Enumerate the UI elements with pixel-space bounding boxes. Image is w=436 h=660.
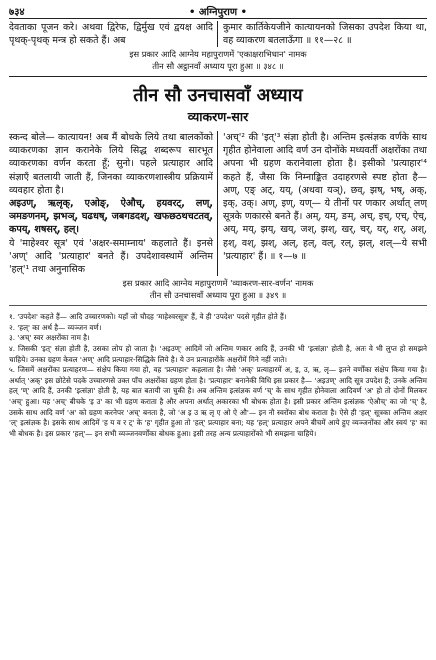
footnote-rule bbox=[9, 305, 427, 306]
top-left-text: देवताका पूजन करे। अथवा द्विरेफ, द्विर्मुख एवं द्वयक्ष आदि पृथक्-पृथक् मन्त्र हो सकते हैं। अब bbox=[9, 21, 218, 47]
footnote-5: ५. जिसमें अक्षरोंका प्रत्याहरण— संक्षेप किया गया हो, वह 'प्रत्याहार' कहलाता है। जैसे 'अक्' प्रत्याहारमें अ, इ, उ, ऋ, लृ— इतने वर्णोंका संक्षेप किया गया है। अर्थात् 'अक्' इस छोटेसे पदके उच्चारणसे उक्त पाँच अक्षरोंका ग्रहण होता है। 'प्रत्याहार' बनानेकी विधि इस प्रकार है— 'अइउण्' आदि सूत्र उपदेश हैं; उनके अन्तिम हल् 'ण्' आदि हैं, उनकी 'इत्संज्ञा' होती है, यह बात बतायी जा चुकी है। अब अन्तिम इत्संज्ञक वर्ण 'च्' के साथ गृहीत होनेवाला आदिवर्ण 'अ' हो तो दोनों मिलकर 'अच्' हुआ। यह 'अच्' बीचके 'इ उ' का भी ग्रहण कराता है और अपना अर्थात् अकारका भी बोधक होता है। इसी प्रकार अन्तिम इत्संज्ञक 'ऐऔच्' का जो 'च्' है, उसके साथ आदि वर्ण 'अ' को ग्रहण करनेपर 'अच्' बनता है, जो 'अ इ उ ऋ लृ ए ओ ऐ औ'— इन नौ स्वरोंका बोध कराता है। ऐसे ही 'हल्' सूत्रका अन्तिम अक्षर 'ल्' इत्संज्ञक है। इसके साथ आदिमें 'ह य व र ट्' के 'ह' गृहीत हुआ तो 'हल्' प्रत्याहार बना; यह 'हल्' प्रत्याहार अपने बीचमें आये हुए व्यञ्जनोंका और स्वयं 'ह' का भी बोधक है। इस प्रकार 'हल्'— इन सभी व्यञ्जनवर्णोंका बोधक हुआ। इसी तरह अन्य प्रत्याहारोंको भी समझना चाहिये। bbox=[9, 365, 427, 438]
footnotes bbox=[9, 312, 427, 439]
maheshvara-sutras: अइउण्, ऋलृक्, एओङ्, ऐऔच्, हयवरट्, लण्, ञमङणनम्, झभञ्, घढधष्, जबगडदश्, खफछठथचटतव्, कपय्, शषसर्, हल्। bbox=[9, 198, 213, 236]
footnote-2: २. 'हल्' का अर्थ है— व्यञ्जन वर्ण। bbox=[9, 322, 102, 332]
chapter-title: तीन सौ उनचासवाँ अध्याय bbox=[133, 85, 303, 106]
body-left-column bbox=[9, 131, 218, 276]
footnote-4: ४. जिसकी 'इत्' संज्ञा होती है, उसका लोप हो जाता है। 'अइउण्' आदिमें जो अन्तिम णकार आदि हैं, उनकी भी 'इत्संज्ञा' होती है, अतः वे भी लुप्त हो समझने चाहिये। उनका ग्रहण केवल 'अण्' आदि प्रत्याहार-सिद्धिके लिये है। ये उन प्रत्याहारोंके अक्षरोंमें गिने नहीं जाते। bbox=[9, 344, 427, 364]
chapter-body bbox=[9, 131, 427, 276]
previous-colophon-line1: इस प्रकार आदि आग्नेय महापुराणमें 'एकाक्षराभिधान' नामक bbox=[129, 49, 307, 59]
body-right-column bbox=[218, 131, 427, 276]
section-divider bbox=[9, 76, 427, 77]
left-paragraph-1: स्कन्द बोले— कात्यायन! अब मैं बोधके लिये तथा बालकोंको व्याकरणका ज्ञान करानेके लिये सिद्ध शब्दरूप सारभूत व्याकरणका वर्णन करता हूँ; सुनो। पहले प्रत्याहार आदि संज्ञाएँ बतलायी जाती हैं, जिनका व्याकरणशास्त्रीय प्रक्रियामें व्यवहार होता है। bbox=[9, 132, 213, 196]
footnote-3: ३. 'अच्' स्वर अक्षरोंका नाम है। bbox=[9, 333, 90, 343]
chapter-subtitle: व्याकरण-सार bbox=[187, 109, 249, 124]
previous-chapter-ending bbox=[9, 21, 427, 47]
top-right-text: कुमार कार्तिकेयजीने कात्यायनको जिसका उपदेश किया था, वह व्याकरण बतलाऊँगा ॥ ११—२८ ॥ bbox=[223, 22, 427, 46]
right-paragraph: 'अच्'² की 'इत्'³ संज्ञा होती है। अन्तिम इत्संज्ञक वर्णके साथ गृहीत होनेवाला आदि वर्ण उन दोनोंके मध्यवर्ती अक्षरोंका तथा अपना भी ग्रहण करानेवाला होता है। इसीको 'प्रत्याहार'⁴ कहते हैं, जैसा कि निम्नाङ्कित उदाहरणसे स्पष्ट होता है— अण्, एङ् अट्, यय्, (अथवा यञ्), छव्, झष्, भष्, अक्, इक्, उक्। अण्, इण्, यण्— ये तीनों पर णकार अर्थात् लण् सूत्रके णकारसे बनते हैं। अम्, यम्, ङम्, अच्, इच्, एच्, ऐच्, अय्, मय्, झय्, खय्, जश्, झश्, खर्, चर्, यर्, शर्, अश्, हश्, वश्, झश्, अल्, हल्, वल्, रल्, झल्, शल्—ये सभी 'प्रत्याहार' हैं। ॥ १—७ ॥ bbox=[223, 132, 427, 262]
running-head: • अग्निपुराण • bbox=[189, 7, 247, 18]
page-number: ७३४ bbox=[9, 7, 25, 18]
chapter-colophon-line2: तीन सौ उनचासवाँ अध्याय पूरा हुआ ॥ ३४९ ॥ bbox=[149, 290, 287, 301]
left-paragraph-2: ये 'माहेश्वर सूत्र' एवं 'अक्षर-समाम्नाय' कहलाते हैं। इनसे 'अण्' आदि 'प्रत्याहार' बनते हैं। उपदेशावस्थामें अन्तिम 'हल्'¹ तथा अनुनासिक bbox=[9, 237, 213, 276]
previous-colophon-line2: तीन सौ अट्ठानवाँ अध्याय पूरा हुआ ॥ ३४८ ॥ bbox=[152, 61, 284, 71]
page-header bbox=[9, 4, 427, 19]
footnote-1: १. 'उपदेश' कहते हैं— आदि उच्चारणको। यहाँ जो चौदह 'माहेश्वरसूत्र' हैं, वे ही 'उपदेश' पदसे गृहीत होते हैं। bbox=[9, 312, 287, 322]
chapter-colophon-line1: इस प्रकार आदि आग्नेय महापुराणमें 'व्याकरण-सार-वर्णन' नामक bbox=[122, 278, 314, 289]
